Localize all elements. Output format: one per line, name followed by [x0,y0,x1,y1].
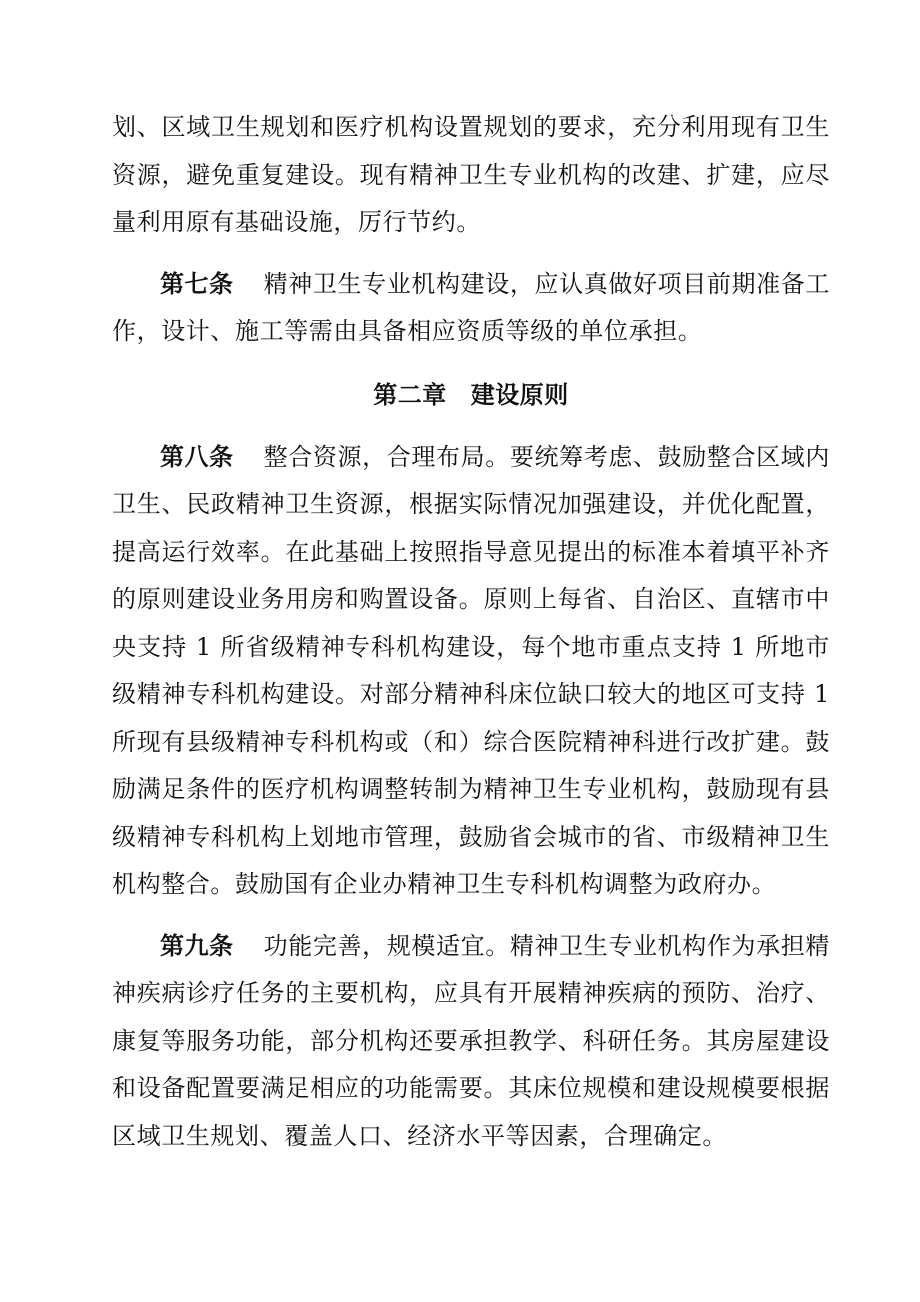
chapter-number: 第二章 [373,380,447,409]
continuation-text: 划、区域卫生规划和医疗机构设置规划的要求，充分利用现有卫生资源，避免重复建设。现有精神卫生专业机构的改建、扩建，应尽量利用原有基础设施，厉行节约。 [112,113,830,236]
chapter-title: 建设原则 [470,380,569,409]
article-7-number: 第七条 [160,269,234,298]
continuation-paragraph [112,104,830,247]
chapter-heading [112,370,830,420]
article-7-paragraph [112,261,830,356]
article-8-paragraph [112,434,830,909]
article-9-number: 第九条 [160,931,234,960]
document-page [112,104,830,1160]
article-8-text: 整合资源，合理布局。要统筹考虑、鼓励整合区域内卫生、民政精神卫生资源，根据实际情况加强建设，并优化配置，提高运行效率。在此基础上按照指导意见提出的标准本着填平补齐的原则建设业务用房和购置设备。原则上每省、自治区、直辖市中央支持 1 所省级精神专科机构建设，每个地市重点支持 1 所地市级精神专科机构建设。对部分精神科床位缺口较大的地区可支持 1 所现有县级精神专科机构或（和）综合医院精神科进行改扩建。鼓励满足条件的医疗机构调整转制为精神卫生专业机构，鼓励现有县级精神专科机构上划地市管理，鼓励省会城市的省、市级精神卫生机构整合。鼓励国有企业办精神卫生专科机构调整为政府办。 [112,442,830,898]
article-9-text: 功能完善，规模适宜。精神卫生专业机构作为承担精神疾病诊疗任务的主要机构，应具有开展精神疾病的预防、治疗、康复等服务功能，部分机构还要承担教学、科研任务。其房屋建设和设备配置要满足相应的功能需要。其床位规模和建设规模要根据区域卫生规划、覆盖人口、经济水平等因素，合理确定。 [112,931,830,1150]
article-7-text: 精神卫生专业机构建设，应认真做好项目前期准备工作，设计、施工等需由具备相应资质等级的单位承担。 [112,269,830,345]
article-9-paragraph [112,923,830,1161]
article-8-number: 第八条 [160,442,234,471]
